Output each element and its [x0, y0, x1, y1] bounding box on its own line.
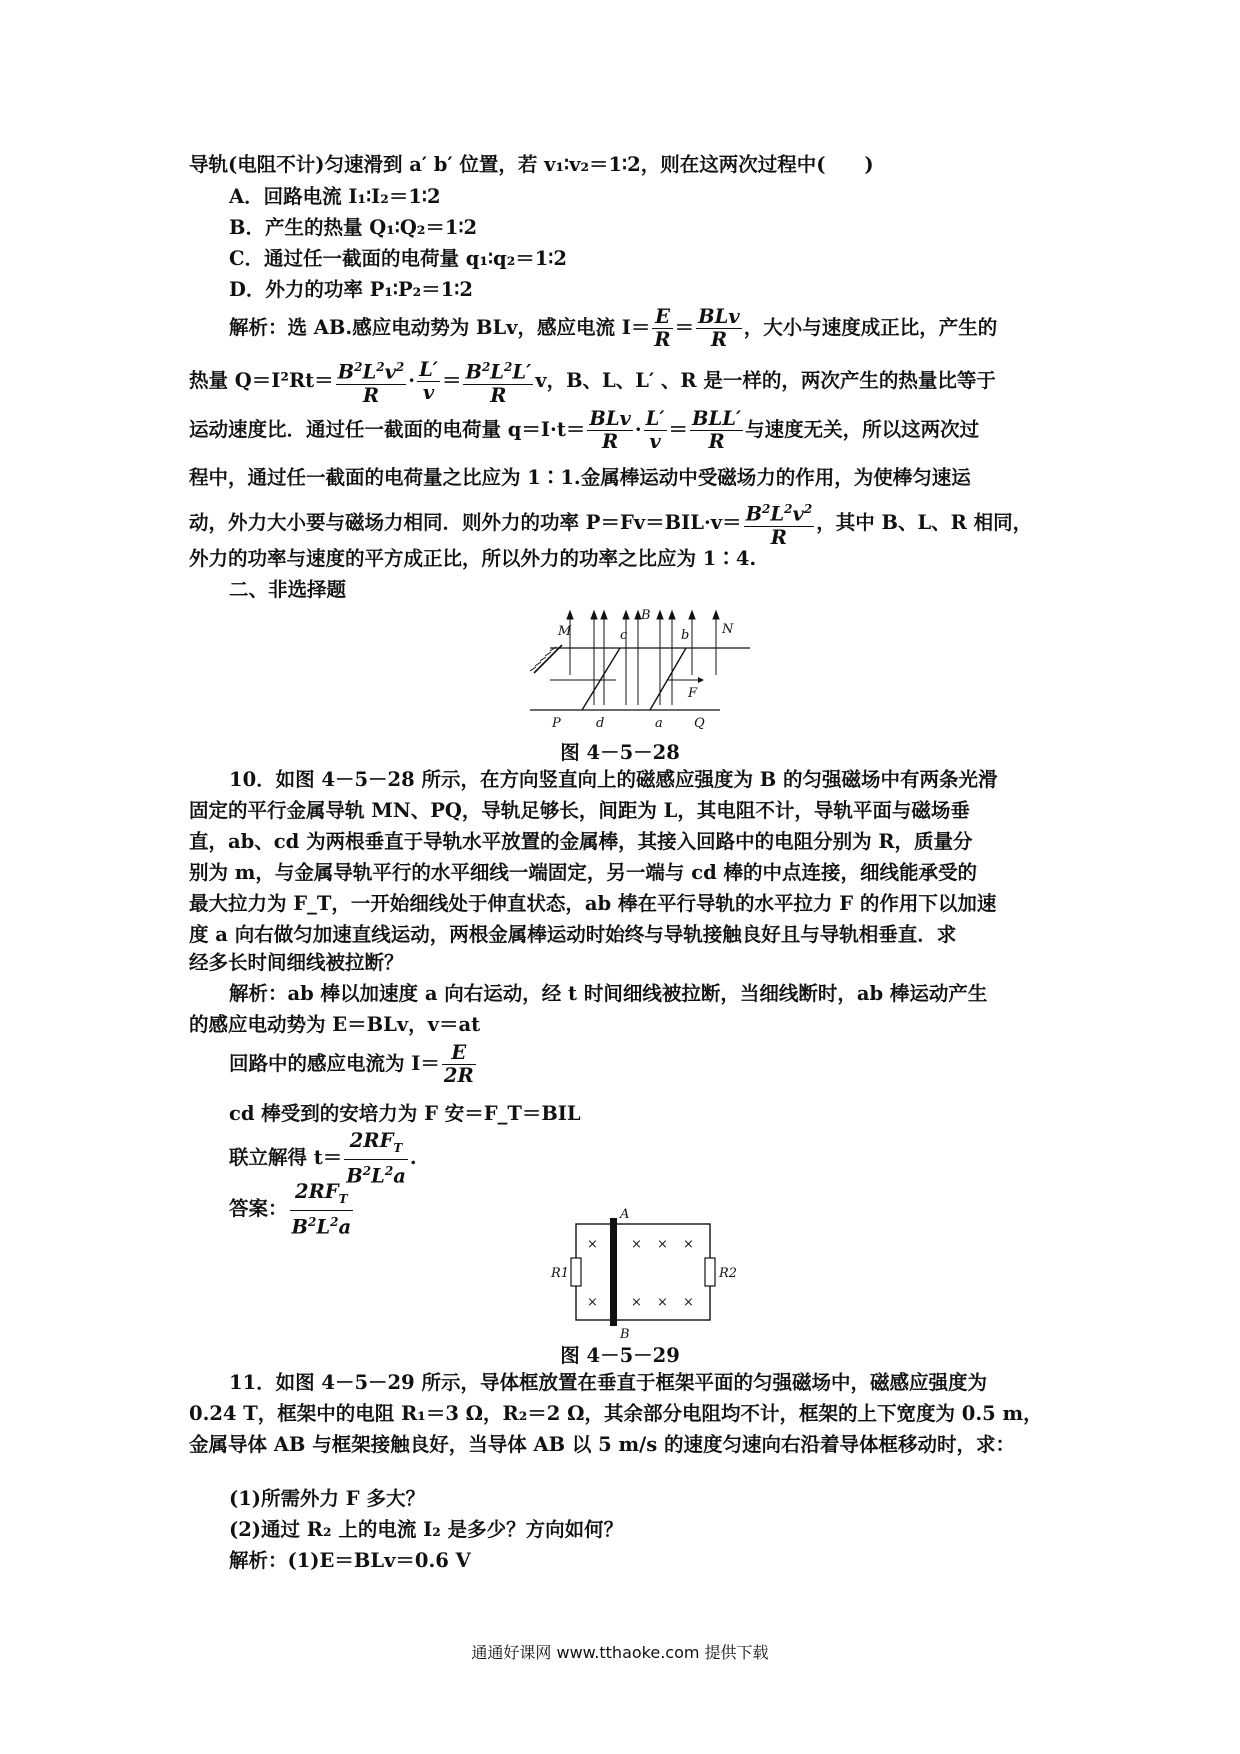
label-a: a: [655, 716, 663, 730]
q10-solve: 联立解得 t＝ $\frac{2RF_T}{B^2L^2a}$ .: [229, 1129, 417, 1188]
label-d: d: [596, 716, 605, 730]
label-B-rod: B: [620, 1327, 630, 1338]
q11-analysis: 解析：(1)E＝BLv＝0.6 V: [229, 1549, 471, 1572]
label-N: N: [722, 622, 734, 637]
svg-text:×: ×: [657, 1237, 668, 1252]
q9-option-a: A．回路电流 I₁∶I₂＝1∶2: [229, 185, 441, 208]
svg-text:×: ×: [587, 1295, 598, 1310]
label-P: P: [552, 716, 561, 730]
page-footer: 通通好课网 www.tthaoke.com 提供下载: [471, 1643, 769, 1662]
label-B: B: [641, 608, 651, 623]
figure-4-5-29: [545, 1208, 745, 1338]
q10-current: 回路中的感应电流为 I＝ $\frac{E}{2R}$: [229, 1041, 474, 1087]
svg-text:×: ×: [683, 1295, 694, 1310]
section-title: 二、非选择题: [229, 578, 347, 601]
q9-stem: 导轨(电阻不计)匀速滑到 a′ b′ 位置，若 v₁∶v₂＝1∶2，则在这两次过程中( ): [189, 153, 874, 176]
label-Q: Q: [694, 716, 705, 730]
svg-text:×: ×: [631, 1295, 642, 1310]
q11-line-3: 金属导体 AB 与框架接触良好，当导体 AB 以 5 m/s 的速度匀速向右沿着导体框移动时，求：: [189, 1433, 1016, 1456]
figure-4-5-29-caption: 图 4－5－29: [560, 1344, 680, 1367]
figure-4-5-28-caption: 图 4－5－28: [560, 741, 680, 764]
label-R2: R2: [719, 1266, 738, 1281]
q10-line-1: 10．如图 4－5－28 所示，在方向竖直向上的磁感应强度为 B 的匀强磁场中有两条光滑: [229, 768, 998, 791]
q9-analysis-line-4: 程中，通过任一截面的电荷量之比应为 1∶1.金属棒运动中受磁场力的作用，为使棒匀速运: [189, 466, 971, 489]
q11-sub-2: (2)通过 R₂ 上的电流 I₂ 是多少？方向如何？: [229, 1518, 624, 1541]
q10-line-3: 直，ab、cd 为两根垂直于导轨水平放置的金属棒，其接入回路中的电阻分别为 R，质量分: [189, 830, 973, 853]
q11-line-2: 0.24 T，框架中的电阻 R₁＝3 Ω，R₂＝2 Ω，其余部分电阻均不计，框架的上下宽度为 0.5 m，: [189, 1402, 1043, 1425]
q10-line-5: 最大拉力为 F_T，一开始细线处于伸直状态，ab 棒在平行导轨的水平拉力 F 的作用下以加速: [189, 892, 997, 915]
q11-line-1: 11．如图 4－5－29 所示，导体框放置在垂直于框架平面的匀强磁场中，磁感应强度为: [229, 1371, 987, 1394]
q9-option-d: D．外力的功率 P₁∶P₂＝1∶2: [229, 278, 473, 301]
label-b: b: [681, 628, 690, 643]
svg-text:×: ×: [683, 1237, 694, 1252]
q11-sub-1: (1)所需外力 F 多大？: [229, 1487, 425, 1510]
q9-option-b: B．产生的热量 Q₁∶Q₂＝1∶2: [229, 216, 478, 239]
q9-analysis-line-5: 动，外力大小要与磁场力相同．则外力的功率 P＝Fv＝BIL·v＝ $\frac{B^2L^2v^2}{R}$ ，其中 B、L、R 相同，: [189, 498, 1032, 549]
q10-line-6: 度 a 向右做匀加速直线运动，两根金属棒运动时始终与导轨接触良好且与导轨相垂直．求: [189, 923, 957, 946]
label-R1: R1: [551, 1266, 570, 1281]
q10-force: cd 棒受到的安培力为 F 安＝F_T＝BIL: [229, 1102, 581, 1125]
q9-analysis-line-3: 运动速度比．通过任一截面的电荷量 q＝I·t＝ $\frac{\text{BLv}}{R}$ · $\frac{L'}{v}$ ＝ $\frac{\text{BLL′}}{R}$ 与速度无关，所以这两次过: [189, 407, 980, 453]
label-c: c: [620, 628, 628, 643]
figure-4-5-28: [520, 605, 760, 730]
label-F: F: [688, 686, 698, 701]
svg-text:×: ×: [587, 1237, 598, 1252]
label-A: A: [620, 1208, 630, 1222]
q10-line-4: 别为 m，与金属导轨平行的水平细线一端固定，另一端与 cd 棒的中点连接，细线能承受的: [189, 861, 978, 884]
q9-analysis-line-2: 热量 Q＝I²Rt＝ $\frac{B^2L^2v^2}{R}$ · $\frac{L'}{v}$ ＝ $\frac{B^2L^2L'}{R}$ v，B、L、L′ 、R 是一样的，两次产生的热量比等于: [189, 357, 996, 407]
q10-analysis-2: 的感应电动势为 E＝BLv，v＝at: [189, 1013, 481, 1036]
label-M: M: [558, 624, 572, 639]
q10-line-7: 经多长时间细线被拉断？: [189, 951, 404, 974]
q10-answer: 答案： $\frac{2RF_T}{B^2L^2a}$: [229, 1180, 352, 1239]
svg-text:×: ×: [657, 1295, 668, 1310]
q10-analysis-1: 解析：ab 棒以加速度 a 向右运动，经 t 时间细线被拉断，当细线断时，ab 棒运动产生: [229, 982, 988, 1005]
q10-line-2: 固定的平行金属导轨 MN、PQ，导轨足够长，间距为 L，其电阻不计，导轨平面与磁场垂: [189, 799, 970, 822]
q9-analysis-line-6: 外力的功率与速度的平方成正比，所以外力的功率之比应为 1∶4.: [189, 547, 757, 570]
q9-analysis-line-1: 解析：选 AB.感应电动势为 BLv，感应电流 I＝ $\frac{E}{R}$ ＝ $\frac{\text{BLv}}{R}$ ，大小与速度成正比，产生的: [229, 305, 998, 351]
q9-option-c: C．通过任一截面的电荷量 q₁∶q₂＝1∶2: [229, 247, 567, 270]
svg-text:×: ×: [631, 1237, 642, 1252]
